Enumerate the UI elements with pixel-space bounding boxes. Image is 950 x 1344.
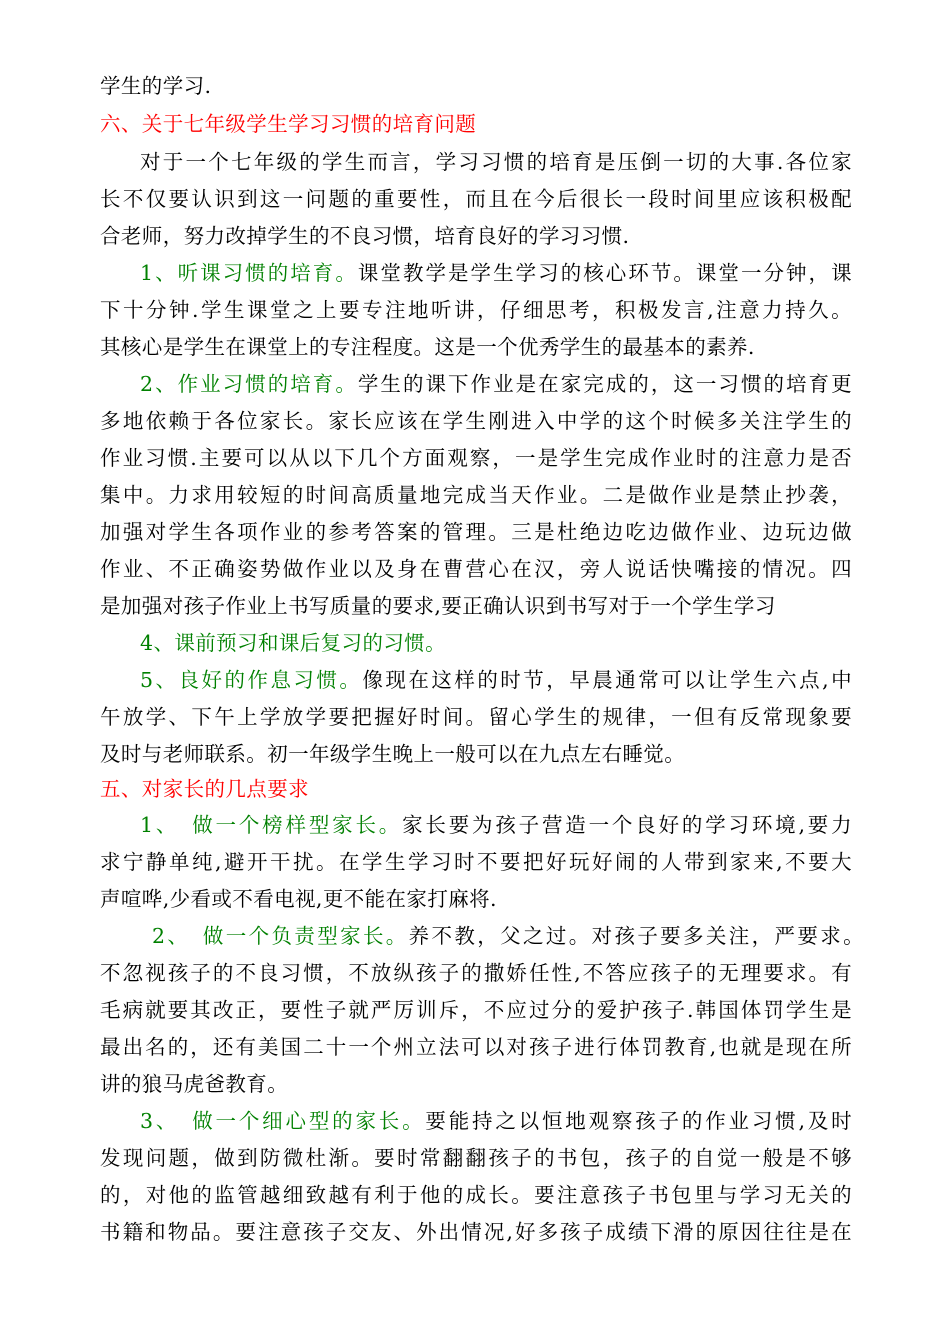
paragraph-line: 对于一个七年级的学生而言，学习习惯的培育是压倒一切的大事.各位家 xyxy=(140,150,852,174)
item-heading: 5、良好的作息习惯。 xyxy=(140,668,363,692)
item-2-homework: 2、作业习惯的培育。学生的课下作业是在家完成的，这一习惯的培育更 xyxy=(140,372,852,396)
paragraph-line: 作业、不正确姿势做作业以及身在曹营心在汉，旁人说话快嘴接的情况。四 xyxy=(100,557,852,581)
paragraph-line: 集中。力求用较短的时间高质量地完成当天作业。二是做作业是禁止抄袭， xyxy=(100,483,852,507)
paragraph-line: 下十分钟.学生课堂之上要专注地听讲，仔细思考，积极发言,注意力持久。 xyxy=(100,298,852,322)
item-heading: 4、课前预习和课后复习的习惯。 xyxy=(140,631,447,655)
item-heading: 3、 做一个细心型的家长。 xyxy=(140,1109,426,1133)
paragraph-line: 求宁静单纯,避开干扰。在学生学习时不要把好玩好闹的人带到家来,不要大 xyxy=(100,850,852,874)
parent-item-2-responsible: 2、 做一个负责型家长。养不教，父之过。对孩子要多关注，严要求。 xyxy=(152,924,865,948)
parent-item-1-role-model: 1、 做一个榜样型家长。家长要为孩子营造一个良好的学习环境,要力 xyxy=(140,813,853,837)
paragraph-line: 讲的狼马虎爸教育。 xyxy=(100,1072,289,1096)
paragraph-line: 作业习惯.主要可以从以下几个方面观察，一是学生完成作业时的注意力是否 xyxy=(100,446,852,470)
section-heading-six: 六、关于七年级学生学习习惯的培育问题 xyxy=(100,112,477,136)
paragraph-line: 最出名的，还有美国二十一个州立法可以对孩子进行体罚教育,也就是现在所 xyxy=(100,1035,852,1059)
paragraph-line: 多地依赖于各位家长。家长应该在学生刚进入中学的这个时候多关注学生的 xyxy=(100,409,852,433)
paragraph-line: 毛病就要其改正，要性子就严厉训斥，不应过分的爱护孩子.韩国体罚学生是 xyxy=(100,998,852,1022)
paragraph-line: 的，对他的监管越细致越有利于他的成长。要注意孩子书包里与学习无关的 xyxy=(100,1183,852,1207)
section-heading-five: 五、对家长的几点要求 xyxy=(100,777,309,801)
paragraph-line: 午放学、下午上学放学要把握好时间。留心学生的规律，一但有反常现象要 xyxy=(100,705,852,729)
paragraph-line: 声喧哗,少看或不看电视,更不能在家打麻将. xyxy=(100,887,497,911)
paragraph-line: 发现问题，做到防微杜渐。要时常翻翻孩子的书包，孩子的自觉一般是不够 xyxy=(100,1146,852,1170)
item-1-listening: 1、听课习惯的培育。课堂教学是学生学习的核心环节。课堂一分钟，课 xyxy=(140,261,852,285)
item-4-preview-review xyxy=(140,625,852,662)
item-heading: 1、 做一个榜样型家长。 xyxy=(140,813,403,837)
paragraph-line: 是加强对孩子作业上书写质量的要求,要正确认识到书写对于一个学生学习 xyxy=(100,594,776,618)
paragraph-line: 长不仅要认识到这一问题的重要性，而且在今后很长一段时间里应该积极配 xyxy=(100,187,852,211)
item-5-schedule: 5、良好的作息习惯。像现在这样的时节，早晨通常可以让学生六点,中 xyxy=(140,668,852,692)
item-heading: 1、听课习惯的培育。 xyxy=(140,261,358,285)
paragraph-line: 合老师，努力改掉学生的不良习惯，培育良好的学习习惯. xyxy=(100,224,630,248)
paragraph-line: 书籍和物品。要注意孩子交友、外出情况,好多孩子成绩下滑的原因往往是在 xyxy=(100,1220,852,1244)
paragraph-line: 学生的学习. xyxy=(100,74,212,98)
parent-item-3-attentive: 3、 做一个细心型的家长。要能持之以恒地观察孩子的作业习惯,及时 xyxy=(140,1109,852,1133)
item-heading: 2、作业习惯的培育。 xyxy=(140,372,358,396)
paragraph-line: 不忽视孩子的不良习惯，不放纵孩子的撒娇任性,不答应孩子的无理要求。有 xyxy=(100,961,852,985)
paragraph-line: 加强对学生各项作业的参考答案的管理。三是杜绝边吃边做作业、边玩边做 xyxy=(100,520,852,544)
paragraph-line: 及时与老师联系。初一年级学生晚上一般可以在九点左右睡觉。 xyxy=(100,742,686,766)
item-heading: 2、 做一个负责型家长。 xyxy=(152,924,409,948)
paragraph-line: 其核心是学生在课堂上的专注程度。这是一个优秀学生的最基本的素养. xyxy=(100,335,755,359)
